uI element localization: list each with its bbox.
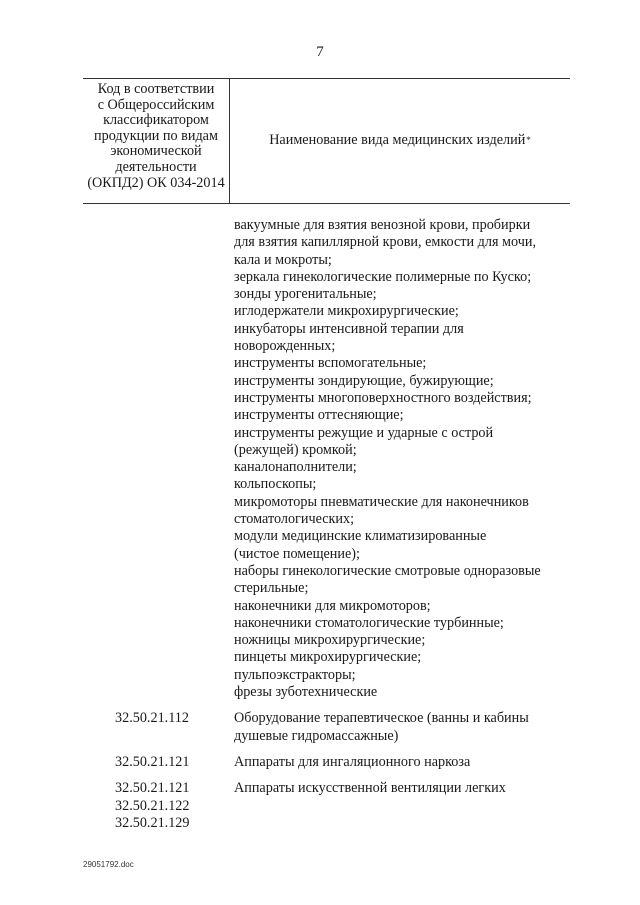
header-code-column (83, 79, 230, 203)
device-name-line: иглодержатели микрохирургические; (234, 303, 459, 320)
header-code-line: (ОКПД2) ОК 034-2014 (87, 174, 225, 191)
device-name-line: каналонаполнители; (234, 459, 357, 476)
header-code-line: экономической (110, 143, 202, 160)
device-name-line: зеркала гинекологические полимерные по Куско; (234, 268, 532, 285)
device-name-line: инкубаторы интенсивной терапии для (234, 320, 464, 337)
code-cell (0, 754, 234, 771)
device-name-line: новорожденных; (234, 338, 336, 355)
device-name-line: модули медицинские климатизированные (234, 528, 487, 545)
header-code-line: Код в соответствии (97, 81, 215, 97)
device-name-cell (234, 754, 574, 771)
device-name-line: фрезы зуботехнические (234, 684, 378, 701)
device-name-line: инструменты многоповерхностного воздействия; (234, 389, 532, 406)
okpd2-code: 32.50.21.122 (115, 797, 190, 814)
footer-filename: 29051792.doc (83, 860, 134, 869)
device-name-line: (режущей) кромкой; (234, 441, 357, 458)
device-name-line: Аппараты искусственной вентиляции легких (234, 780, 506, 797)
okpd2-code: 32.50.21.121 (115, 780, 190, 797)
code-cell (0, 710, 234, 745)
device-name-line: наконечники стоматологические турбинные; (234, 614, 504, 631)
device-name-line: пульпоэкстракторы; (234, 666, 356, 683)
device-name-line: инструменты режущие и ударные с острой (234, 424, 494, 441)
device-name-line: наконечники для микромоторов; (234, 597, 431, 614)
code-cell (0, 217, 234, 701)
header-code-line: деятельности (115, 158, 197, 175)
table-body (0, 217, 640, 832)
okpd2-code: 32.50.21.121 (115, 753, 190, 770)
table-row (0, 710, 640, 745)
device-name-line: стоматологических; (234, 511, 355, 528)
device-name-line: Аппараты для ингаляционного наркоза (234, 753, 471, 770)
footnote-mark: * (526, 135, 531, 145)
device-name-line: для взятия капиллярной крови, емкости для мочи, (234, 234, 536, 251)
device-name-line: наборы гинекологические смотровые одноразовые (234, 562, 541, 579)
header-code-line: продукции по видам (94, 127, 218, 144)
device-name-line: душевые гидромассажные) (234, 727, 399, 744)
page-number: 7 (316, 44, 324, 60)
device-name-line: ножницы микрохирургические; (234, 632, 426, 649)
device-name-line: Оборудование терапевтическое (ванны и кабины (234, 710, 529, 727)
device-name-line: пинцеты микрохирургические; (234, 649, 422, 666)
device-name-line: микромоторы пневматические для наконечников (234, 493, 529, 510)
device-name-cell (234, 710, 574, 745)
code-cell (0, 780, 234, 832)
device-name-line: зонды урогенитальные; (234, 286, 377, 303)
table-row (0, 754, 640, 771)
header-code-line: классификатором (103, 112, 209, 129)
table-row (0, 780, 640, 832)
device-name-line: инструменты вспомогательные; (234, 355, 427, 372)
device-name-line: стерильные; (234, 580, 309, 597)
okpd2-code: 32.50.21.112 (115, 710, 189, 727)
header-code-line: с Общероссийским (97, 96, 215, 113)
table-header (83, 78, 570, 204)
device-name-line: вакуумные для взятия венозной крови, пробирки (234, 217, 531, 233)
table-row (0, 217, 640, 701)
okpd2-code: 32.50.21.129 (115, 814, 190, 831)
device-name-line: (чистое помещение); (234, 545, 360, 562)
device-name-line: кольпоскопы; (234, 476, 317, 493)
header-name-column (230, 79, 570, 203)
device-name-line: инструменты зондирующие, бужирующие; (234, 372, 494, 389)
device-name-cell (234, 217, 574, 701)
device-name-cell (234, 780, 574, 832)
device-name-line: кала и мокроты; (234, 251, 332, 268)
device-name-line: инструменты оттесняющие; (234, 407, 404, 424)
header-name-text: Наименование вида медицинских изделий (269, 131, 526, 148)
